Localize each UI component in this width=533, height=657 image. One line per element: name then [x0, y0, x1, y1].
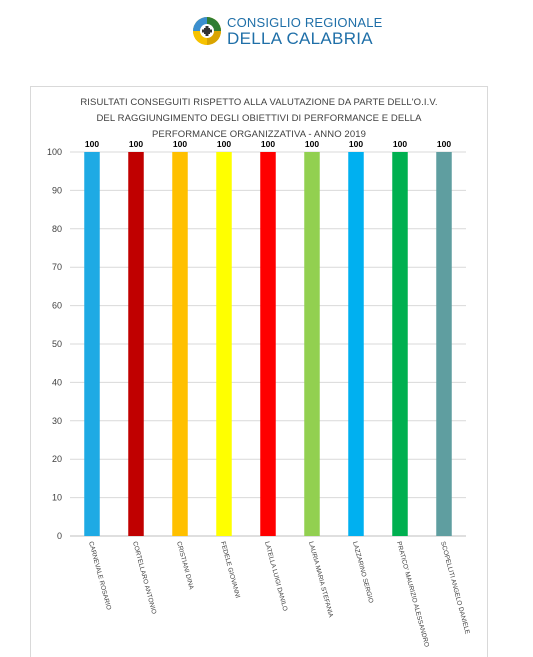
y-tick-label: 10 [51, 492, 62, 503]
logo-line-2: DELLA CALABRIA [227, 29, 373, 48]
y-tick-label: 90 [51, 185, 62, 196]
y-tick-label: 100 [46, 147, 62, 157]
y-tick-label: 80 [51, 223, 62, 234]
bar [172, 152, 188, 536]
y-tick-label: 0 [56, 531, 62, 541]
data-label: 100 [172, 139, 188, 149]
bar [436, 152, 452, 536]
x-tick-label: LAURIA MARIA STEFANIA [307, 540, 335, 619]
y-tick-label: 60 [51, 300, 62, 311]
data-label: 100 [84, 139, 100, 149]
bar [128, 152, 144, 536]
data-label: 100 [128, 139, 144, 149]
y-tick-label: 40 [51, 377, 62, 388]
x-tick-label: PRATICO' MAURIZIO ALESSANDRO [395, 540, 431, 648]
data-label: 100 [260, 139, 276, 149]
bar [84, 152, 100, 536]
data-label: 100 [348, 139, 364, 149]
data-label: 100 [216, 139, 232, 149]
logo-line-1: CONSIGLIO REGIONALE [227, 15, 383, 30]
data-label: 100 [304, 139, 320, 149]
bar [392, 152, 408, 536]
x-tick-label: CARNEVALE ROSARIO [87, 540, 113, 611]
data-label: 100 [392, 139, 408, 149]
chart-title-line-3: PERFORMANCE ORGANIZZATIVA - ANNO 2019 [152, 129, 366, 140]
y-tick-label: 50 [51, 339, 62, 349]
chart-title-line-1: RISULTATI CONSEGUITI RISPETTO ALLA VALUTAZIONE DA PARTE DELL'O.I.V. [80, 97, 438, 108]
data-label: 100 [436, 139, 452, 149]
y-tick-label: 30 [51, 415, 62, 426]
bar [348, 152, 364, 536]
bar [304, 152, 320, 536]
x-tick-label: CORTELLARO ANTONIO [131, 540, 158, 615]
bar [260, 152, 276, 536]
bar [216, 152, 232, 536]
x-tick-label: CRISTIANI DINA [175, 540, 195, 591]
x-tick-label: LAZZARINO SERGIO [351, 540, 375, 604]
y-tick-label: 20 [51, 454, 62, 465]
x-tick-label: LATELLA LUIGI DANILO [263, 540, 289, 612]
x-tick-label: FEDELE GIOVANNI [219, 540, 241, 599]
x-tick-label: SCOPELLITI ANGELO DANIELE [439, 540, 471, 635]
chart-title-line-2: DEL RAGGIUNGIMENTO DEGLI OBIETTIVI DI PERFORMANCE E DELLA [96, 113, 422, 124]
y-tick-label: 70 [51, 262, 62, 273]
